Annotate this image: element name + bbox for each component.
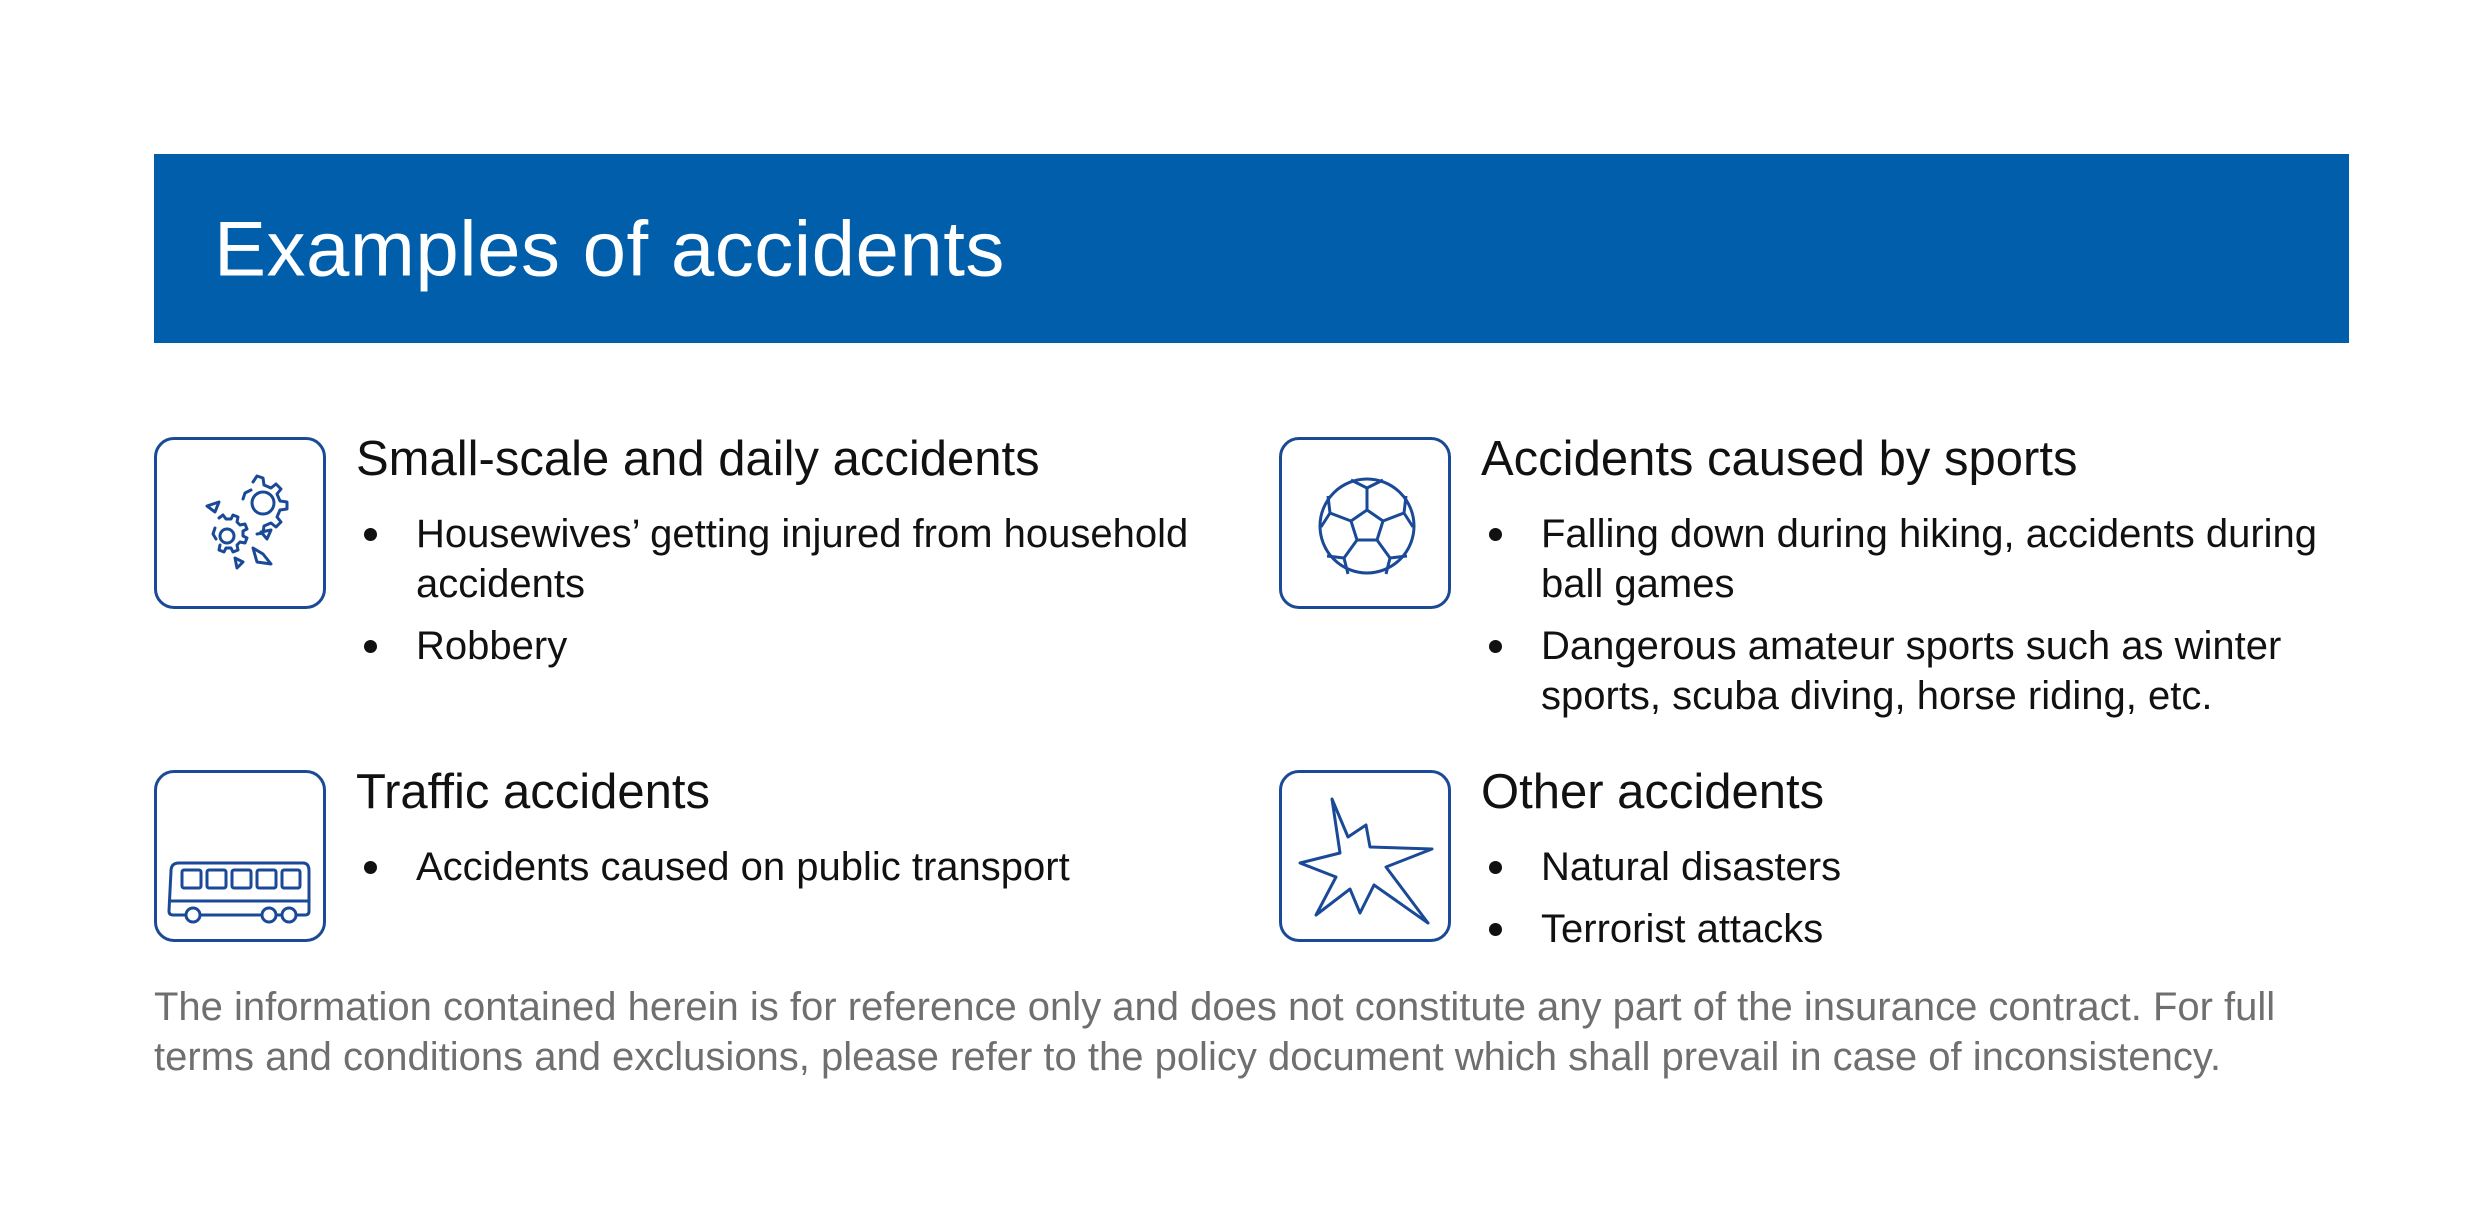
soccer-ball-icon [1279,437,1451,609]
bus-icon [154,770,326,942]
bullet-dot [1489,861,1502,874]
bullet-list [1481,842,2361,966]
card-title: Traffic accidents [356,765,711,819]
list-item: Falling down during hiking, accidents during ball games [1481,509,2361,609]
bullet-dot [364,861,377,874]
list-item: Natural disasters [1481,842,2361,892]
card-title: Other accidents [1481,765,1825,819]
bullet-dot [1489,528,1502,541]
card-title: Small-scale and daily accidents [356,432,1040,486]
list-item: Housewives’ getting injured from household accidents [356,509,1236,609]
bullet-dot [1489,640,1502,653]
bullet-dot [1489,923,1502,936]
bullet-list [356,509,1236,683]
broken-gears-icon [154,437,326,609]
disclaimer-text: The information contained herein is for reference only and does not constitute any part of the insurance contract. For full terms and conditions and exclusions, please refer to the policy document which shall prevail in case of inconsistency. [154,985,2276,1079]
page-title: Examples of accidents [214,204,1005,292]
list-item: Terrorist attacks [1481,904,2361,954]
title-banner [154,154,2349,343]
list-item: Robbery [356,621,1236,671]
list-item: Accidents caused on public transport [356,842,1236,892]
explosion-icon [1279,770,1451,942]
bullet-dot [364,528,377,541]
bullet-dot [364,640,377,653]
bullet-list [356,842,1236,904]
card-title: Accidents caused by sports [1481,432,2078,486]
list-item: Dangerous amateur sports such as winter sports, scuba diving, horse riding, etc. [1481,621,2361,721]
bullet-list [1481,509,2361,733]
